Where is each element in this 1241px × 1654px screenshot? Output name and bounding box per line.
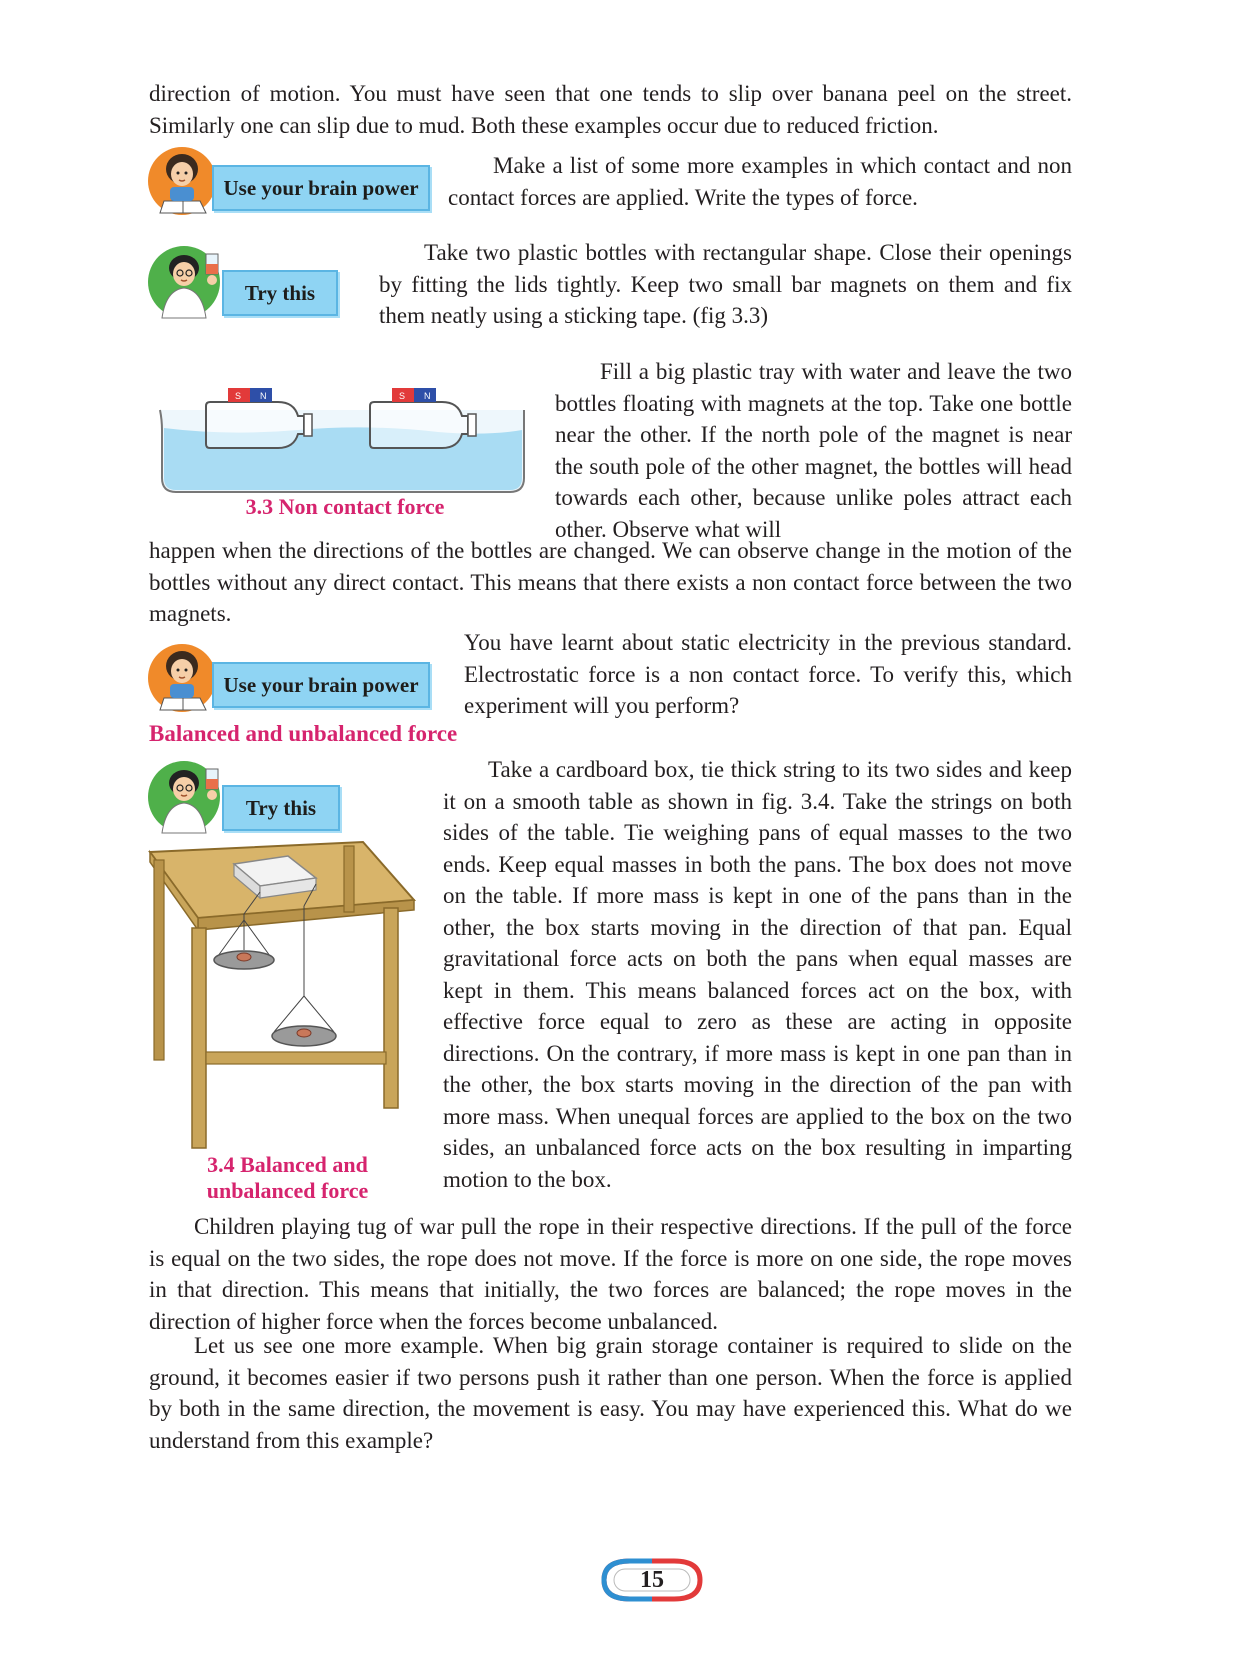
- girl-reading-icon: [146, 145, 222, 217]
- fill-tray-paragraph: Fill a big plastic tray with water and leave the two bottles floating with magnets at the top. Take one bottle near the other. If the north pole of the magnet is near the south pole of the other magnet, the bottles will head towards each other, because unlike poles attract each other. Observe what will: [555, 359, 1072, 542]
- tug-of-war-paragraph: Children playing tug of war pull the rope in their respective directions. If the pull of the force is equal on the two sides, the rope does not move. If the force is more on one side, the rope moves in that direction. This means that initially, the two forces are balanced; the rope moves in the direction of higher force when the forces become unbalanced.: [149, 1214, 1072, 1334]
- section-heading: Balanced and unbalanced force: [149, 721, 458, 746]
- intro-paragraph: direction of motion. You must have seen that one tends to slip over banana peel on the street. Similarly one can slip due to mud. Both these examples occur due to reduced friction.: [149, 81, 1072, 138]
- brain-power-paragraph-1: Make a list of some more examples in which contact and non contact forces are applied. Write the types of force.: [448, 153, 1072, 210]
- figure-3-4-caption-line-1: 3.4 Balanced and: [207, 1152, 368, 1177]
- grain-container-paragraph: Let us see one more example. When big grain storage container is required to slide on the ground, it becomes easier if two persons push it rather than one person. When the force is applied by both in the same direction, the movement is easy. You may have experienced this. What do we understand from this example?: [149, 1333, 1072, 1453]
- floating-bottles-figure: [148, 360, 538, 500]
- magnet-2-n-label: N: [424, 391, 431, 401]
- brain-power-badge-1: Use your brain power: [212, 165, 430, 211]
- page-number: 15: [640, 1567, 664, 1593]
- try-this-badge-1: Try this: [222, 270, 338, 316]
- try-this-paragraph-1: Take two plastic bottles with rectangular shape. Close their openings by fitting the lids tightly. Keep two small bar magnets on them and fix them neatly using a sticking tape. (fig 3.3): [379, 240, 1072, 328]
- scientist-boy-icon: [146, 240, 232, 322]
- table-with-pans-figure: [148, 840, 418, 1155]
- magnet-1-n-label: N: [260, 391, 267, 401]
- page-number-badge: [600, 1557, 704, 1603]
- cardboard-box-paragraph: Take a cardboard box, tie thick string to its two sides and keep it on a smooth table as shown in fig. 3.4. Take the strings on both sides of the table. Tie weighing pans of equal masses to the two ends. Keep equal masses in both the pans. The box does not move on the table. If more mass is kept in one of the pans than in the other, the box starts moving in the direction of that pan. Equal gravitational force acts on both the pans when equal masses are kept in them. This means balanced forces act on the box, with effective force equal to zero as these are acting in opposite directions. On the contrary, if more mass is kept in one pan than in the other, the box starts moving in the direction of the pan with more mass. When unequal forces are applied to the box on the two sides, an unbalanced force acts on the box resulting in imparting motion to the box.: [443, 757, 1072, 1192]
- girl-reading-icon: [146, 642, 222, 714]
- scientist-boy-icon: [146, 755, 232, 837]
- brain-power-badge-2: Use your brain power: [212, 662, 430, 708]
- figure-3-3-caption: 3.3 Non contact force: [245, 494, 445, 519]
- magnet-1-s-label: S: [235, 391, 242, 401]
- try-this-badge-2: Try this: [222, 785, 340, 831]
- magnet-2-s-label: S: [399, 391, 406, 401]
- fill-tray-continuation: happen when the directions of the bottles are changed. We can observe change in the motion of the bottles without any direct contact. This means that there exists a non contact force between the two magnets.: [149, 538, 1072, 626]
- figure-3-4-caption-line-2: unbalanced force: [206, 1178, 369, 1203]
- brain-power-paragraph-2: You have learnt about static electricity in the previous standard. Electrostatic force is a non contact force. To verify this, which experiment will you perform?: [464, 630, 1072, 718]
